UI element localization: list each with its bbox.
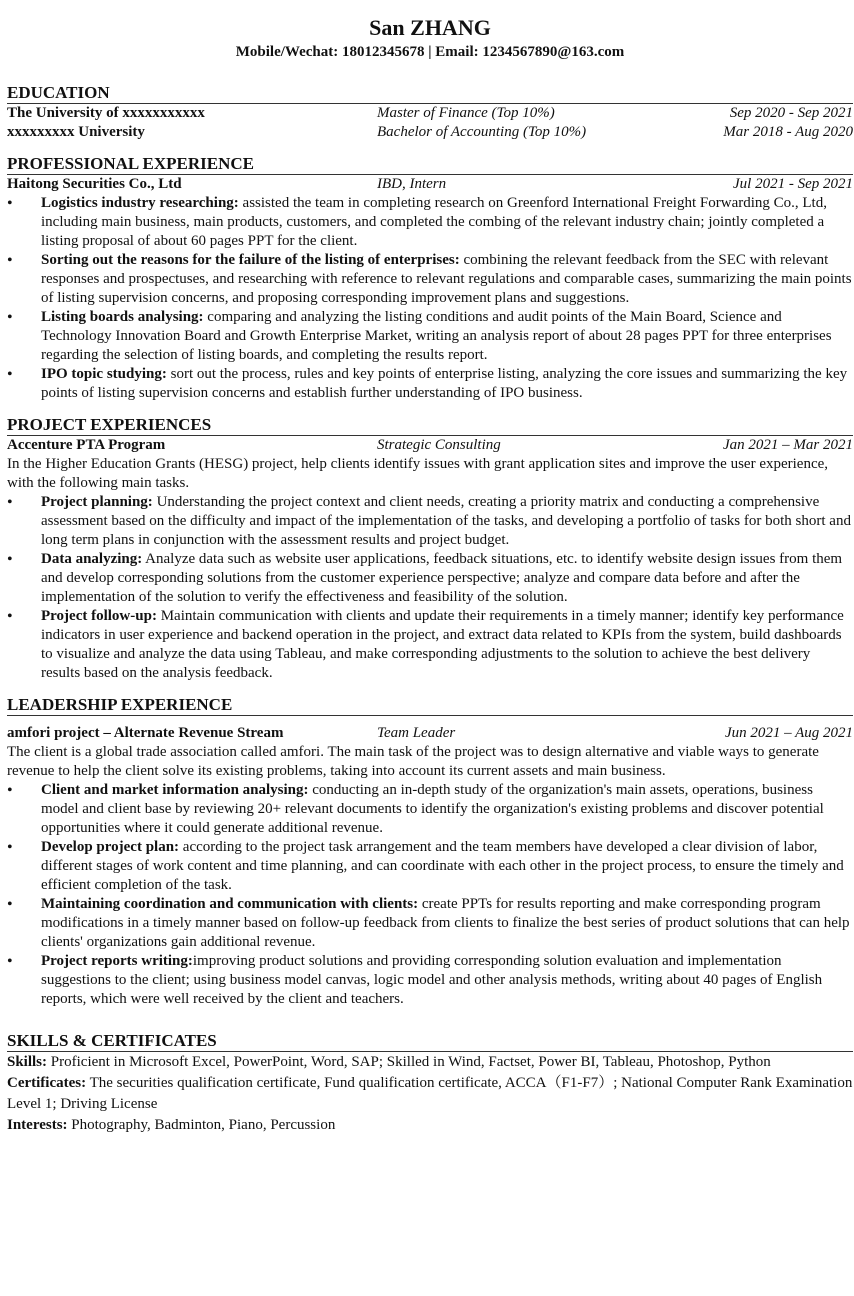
bullet-heading: Listing boards analysing: bbox=[41, 309, 204, 325]
job-role: IBD, Intern bbox=[377, 176, 447, 192]
leadership-section bbox=[7, 695, 853, 1009]
education-dates: Sep 2020 - Sep 2021 bbox=[729, 105, 853, 121]
bullet-heading: Project follow-up: bbox=[41, 608, 157, 624]
professional-section bbox=[7, 154, 853, 403]
list-item bbox=[7, 308, 853, 365]
bullet-heading: Sorting out the reasons for the failure of the listing of enterprises: bbox=[41, 252, 460, 268]
leadership-intro: The client is a global trade association called amfori. The main task of the project was to design alternative and viable ways to generate revenue to help the client solve its existing problems, taking into account its current assets and main business. bbox=[7, 744, 819, 779]
certificates-label: Certificates: bbox=[7, 1075, 87, 1091]
bullet-heading: Maintaining coordination and communication with clients: bbox=[41, 896, 419, 912]
list-item bbox=[7, 781, 853, 838]
list-item bbox=[7, 550, 853, 607]
list-item bbox=[7, 895, 853, 952]
leadership-dates: Jun 2021 – Aug 2021 bbox=[724, 725, 853, 741]
bullet-heading: Logistics industry researching: bbox=[41, 195, 239, 211]
education-row bbox=[7, 123, 853, 142]
list-item bbox=[7, 365, 853, 403]
bullet-heading: Develop project plan: bbox=[41, 839, 180, 855]
skills-title: SKILLS & CERTIFICATES bbox=[7, 1031, 853, 1052]
leadership-bullets bbox=[7, 781, 853, 1009]
list-item bbox=[7, 952, 853, 1009]
leadership-title: LEADERSHIP EXPERIENCE bbox=[7, 695, 853, 716]
projects-section bbox=[7, 415, 853, 683]
bullet-text: Analyze data such as website user applications, feedback situations, etc. to identify website design issues from them and develop corresponding solutions from the customer experience perspective; analyze and compare data before and after the implementation of the solution to verify the effectiveness and feasibility of the solution. bbox=[41, 551, 843, 605]
skills-label: Skills: bbox=[7, 1054, 48, 1070]
project-name: Accenture PTA Program bbox=[7, 437, 166, 453]
school-name: The University of xxxxxxxxxxx bbox=[7, 105, 205, 121]
skills-text: Proficient in Microsoft Excel, PowerPoint, Word, SAP; Skilled in Wind, Factset, Power BI, Tableau, Photoshop, Python bbox=[47, 1054, 771, 1070]
education-row bbox=[7, 104, 853, 123]
bullet-text: conducting an in-depth study of the organization's main assets, operations, business model and client base by reviewing 20+ relevant documents to identify the organization's existing problems and discover potential opportunities where it could generate additional revenue. bbox=[41, 782, 824, 836]
professional-title: PROFESSIONAL EXPERIENCE bbox=[7, 154, 853, 175]
professional-bullets bbox=[7, 194, 853, 403]
bullet-heading: Data analyzing: bbox=[41, 551, 143, 567]
resume-page bbox=[7, 14, 853, 1136]
degree: Master of Finance (Top 10%) bbox=[377, 105, 555, 121]
skills-section bbox=[7, 1031, 853, 1136]
bullet-text: combining the relevant feedback from the SEC with relevant responses and prospectuses, and researching with reference to relevant regulations and comparable cases, summarizing the main points of listing supervision concerns, and proposing corresponding improvement plans and suggestions. bbox=[41, 252, 852, 306]
resume-header bbox=[7, 14, 853, 62]
education-dates: Mar 2018 - Aug 2020 bbox=[723, 124, 853, 140]
certificates-text: The securities qualification certificate, Fund qualification certificate, ACCA（F1-F7）; National Computer Rank Examination Level 1; Driving License bbox=[7, 1075, 853, 1112]
projects-title: PROJECT EXPERIENCES bbox=[7, 415, 853, 436]
bullet-text: create PPTs for results reporting and make corresponding program modifications in a timely manner based on follow-up feedback from clients to finalize the best series of product solutions that can help clients' organizations gain additional revenue. bbox=[41, 896, 850, 950]
contact-line: Mobile/Wechat: 18012345678 | Email: 1234567890@163.com bbox=[235, 44, 625, 60]
bullet-text: Maintain communication with clients and update their requirements in a timely manner; identify key performance indicators in user experience and backend operation in the project, and extract data related to KPIs from the system, build dashboards to visualize and analyze the data using Tableau, and make corresponding adjustments to the solution to achieve the best delivery results based on the analysis feedback. bbox=[41, 608, 844, 681]
project-dates: Jan 2021 – Mar 2021 bbox=[723, 437, 853, 453]
degree: Bachelor of Accounting (Top 10%) bbox=[377, 124, 587, 140]
list-item bbox=[7, 493, 853, 550]
list-item bbox=[7, 838, 853, 895]
bullet-text: improving product solutions and providing corresponding solution evaluation and implementation suggestions to the client; using business model canvas, logic model and other analysis methods, writing about 40 pages of English reports, which were well received by the client and teachers. bbox=[41, 953, 823, 1007]
bullet-text: Understanding the project context and client needs, creating a priority matrix and conducting a comprehensive assessment based on the difficulty and impact of the implementation of the tasks, and developing a portfolio of tasks for both short and long term plans in conjunction with the assessment results and project budget. bbox=[41, 494, 851, 548]
interests-label: Interests: bbox=[7, 1117, 68, 1133]
bullet-heading: Project planning: bbox=[41, 494, 153, 510]
bullet-text: comparing and analyzing the listing conditions and audit points of the Main Board, Science and Technology Innovation Board and Growth Enterprise Market, writing an analysis report of about 28 pages PPT for three enterprises regarding the selection of listing boards, and completing the results report. bbox=[41, 309, 832, 363]
bullet-text: assisted the team in completing research on Greenford International Freight Forwarding Co., Ltd, including main business, main products, customers, and completed the combing of the relevant industry chain; jointly completed a listing proposal of about 60 pages PPT for the client. bbox=[41, 195, 827, 249]
list-item bbox=[7, 194, 853, 251]
project-role: Strategic Consulting bbox=[377, 437, 501, 453]
candidate-name: San ZHANG bbox=[369, 15, 491, 40]
list-item bbox=[7, 251, 853, 308]
bullet-heading: Client and market information analysing: bbox=[41, 782, 309, 798]
skills-line bbox=[7, 1052, 853, 1073]
bullet-text: according to the project task arrangement and the team members have developed a clear division of labor, different stages of work content and time planning, and can coordinate with each other in the project process, to ensure the timely and efficient completion of the task. bbox=[41, 839, 844, 893]
interests-text: Photography, Badminton, Piano, Percussion bbox=[67, 1117, 336, 1133]
leadership-header-row bbox=[7, 724, 853, 743]
education-section bbox=[7, 83, 853, 142]
project-intro: In the Higher Education Grants (HESG) project, help clients identify issues with grant application sites and improve the user experience, with the following main tasks. bbox=[7, 456, 829, 491]
certificates-line bbox=[7, 1073, 853, 1115]
leadership-project-name: amfori project – Alternate Revenue Stream bbox=[7, 725, 284, 741]
leadership-role: Team Leader bbox=[377, 725, 456, 741]
bullet-heading: Project reports writing: bbox=[41, 953, 193, 969]
interests-line bbox=[7, 1115, 853, 1136]
professional-header-row bbox=[7, 175, 853, 194]
bullet-heading: IPO topic studying: bbox=[41, 366, 167, 382]
project-header-row bbox=[7, 436, 853, 455]
project-bullets bbox=[7, 493, 853, 683]
bullet-text: sort out the process, rules and key points of enterprise listing, analyzing the core issues and summarizing the key points of listing supervision concerns and establish further understanding of IPO business. bbox=[41, 366, 848, 401]
list-item bbox=[7, 607, 853, 683]
education-title: EDUCATION bbox=[7, 83, 853, 104]
company-name: Haitong Securities Co., Ltd bbox=[7, 176, 182, 192]
job-dates: Jul 2021 - Sep 2021 bbox=[733, 176, 853, 192]
school-name: xxxxxxxxx University bbox=[7, 124, 145, 140]
